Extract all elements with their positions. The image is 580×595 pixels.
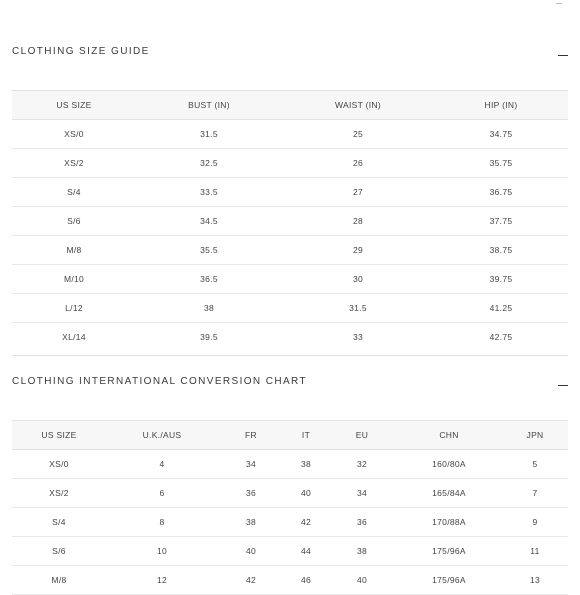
size-guide-table [12,90,568,351]
cell: 38 [136,294,282,323]
column-header: FR [218,421,284,450]
cell: 42.75 [489,332,513,342]
cell: 39.75 [434,265,568,294]
cell: 46 [284,566,328,595]
cell: XS/0 [12,120,136,149]
cell: XL/14 [62,332,86,342]
cell: 36 [328,508,396,537]
column-header: JPN [502,421,568,450]
column-header: CHN [396,421,502,450]
cell: 38 [218,508,284,537]
conversion-chart-table [12,420,568,595]
cell: 40 [328,566,396,595]
cell: 11 [502,537,568,566]
cell: 38 [284,450,328,479]
cell: 170/88A [396,508,502,537]
cell: 38 [328,537,396,566]
table-row [12,120,568,149]
table-row [12,294,568,323]
cell: 40 [218,537,284,566]
top-edge-mark [556,0,562,4]
cell: M/10 [12,265,136,294]
cell: 37.75 [434,207,568,236]
cell: 36.5 [136,265,282,294]
cell: S/6 [12,207,136,236]
cell: L/12 [12,294,136,323]
column-header: BUST (IN) [136,91,282,120]
cell: 44 [284,537,328,566]
cell: 9 [502,508,568,537]
cell: 42 [218,566,284,595]
table-row [12,149,568,178]
cell: S/6 [12,537,106,566]
cell: 40 [284,479,328,508]
cell: 30 [282,265,434,294]
column-header: US SIZE [12,91,136,120]
cell: M/8 [12,236,136,265]
cell: 33 [352,332,364,342]
collapse-minus-icon[interactable] [558,50,568,60]
cell: S/4 [12,508,106,537]
cell: 32 [328,450,396,479]
column-header: U.K./AUS [106,421,218,450]
cell: S/4 [12,178,136,207]
cell: 28 [282,207,434,236]
table-row [12,236,568,265]
cell: 35.75 [434,149,568,178]
cell: 8 [106,508,218,537]
cell: 12 [106,566,218,595]
column-header: US SIZE [12,421,106,450]
table-row [12,265,568,294]
size-guide-title: CLOTHING SIZE GUIDE [12,46,150,57]
column-header: EU [328,421,396,450]
cell: 33.5 [136,178,282,207]
column-header: WAIST (IN) [282,91,434,120]
cell: 4 [106,450,218,479]
table-row [12,566,568,595]
table-header-row [12,91,568,120]
cell: 13 [502,566,568,595]
size-guide-header[interactable] [12,46,568,64]
section-divider [12,355,568,356]
collapse-minus-icon[interactable] [558,380,568,390]
cell: XS/2 [12,479,106,508]
cell: 31.5 [282,294,434,323]
table-row [12,178,568,207]
column-header: HIP (IN) [434,91,568,120]
conversion-chart-title: CLOTHING INTERNATIONAL CONVERSION CHART [12,376,307,387]
cell: 32.5 [136,149,282,178]
cell: 31.5 [136,120,282,149]
cell: 5 [502,450,568,479]
cell: 34.5 [136,207,282,236]
cell: 165/84A [396,479,502,508]
table-row [12,537,568,566]
cell: XS/0 [12,450,106,479]
cell: 29 [282,236,434,265]
column-header: IT [284,421,328,450]
cell: 41.25 [434,294,568,323]
cell: 38.75 [434,236,568,265]
cell: 36 [218,479,284,508]
cell: 6 [106,479,218,508]
cell: M/8 [12,566,106,595]
cell: XS/2 [12,149,136,178]
cell: 36.75 [434,178,568,207]
table-row [12,207,568,236]
cell: 25 [282,120,434,149]
table-row [12,450,568,479]
cell: 160/80A [396,450,502,479]
cell: 39.5 [200,332,218,342]
table-row [12,323,568,352]
cell: 34.75 [434,120,568,149]
cell: 10 [106,537,218,566]
table-row [12,479,568,508]
cell: 175/96A [396,566,502,595]
table-header-row [12,421,568,450]
cell: 7 [502,479,568,508]
cell: 175/96A [396,537,502,566]
cell: 42 [284,508,328,537]
cell: 27 [282,178,434,207]
cell: 34 [218,450,284,479]
cell: 34 [328,479,396,508]
cell: 35.5 [136,236,282,265]
conversion-chart-header[interactable] [12,376,568,394]
table-row [12,508,568,537]
cell: 26 [282,149,434,178]
